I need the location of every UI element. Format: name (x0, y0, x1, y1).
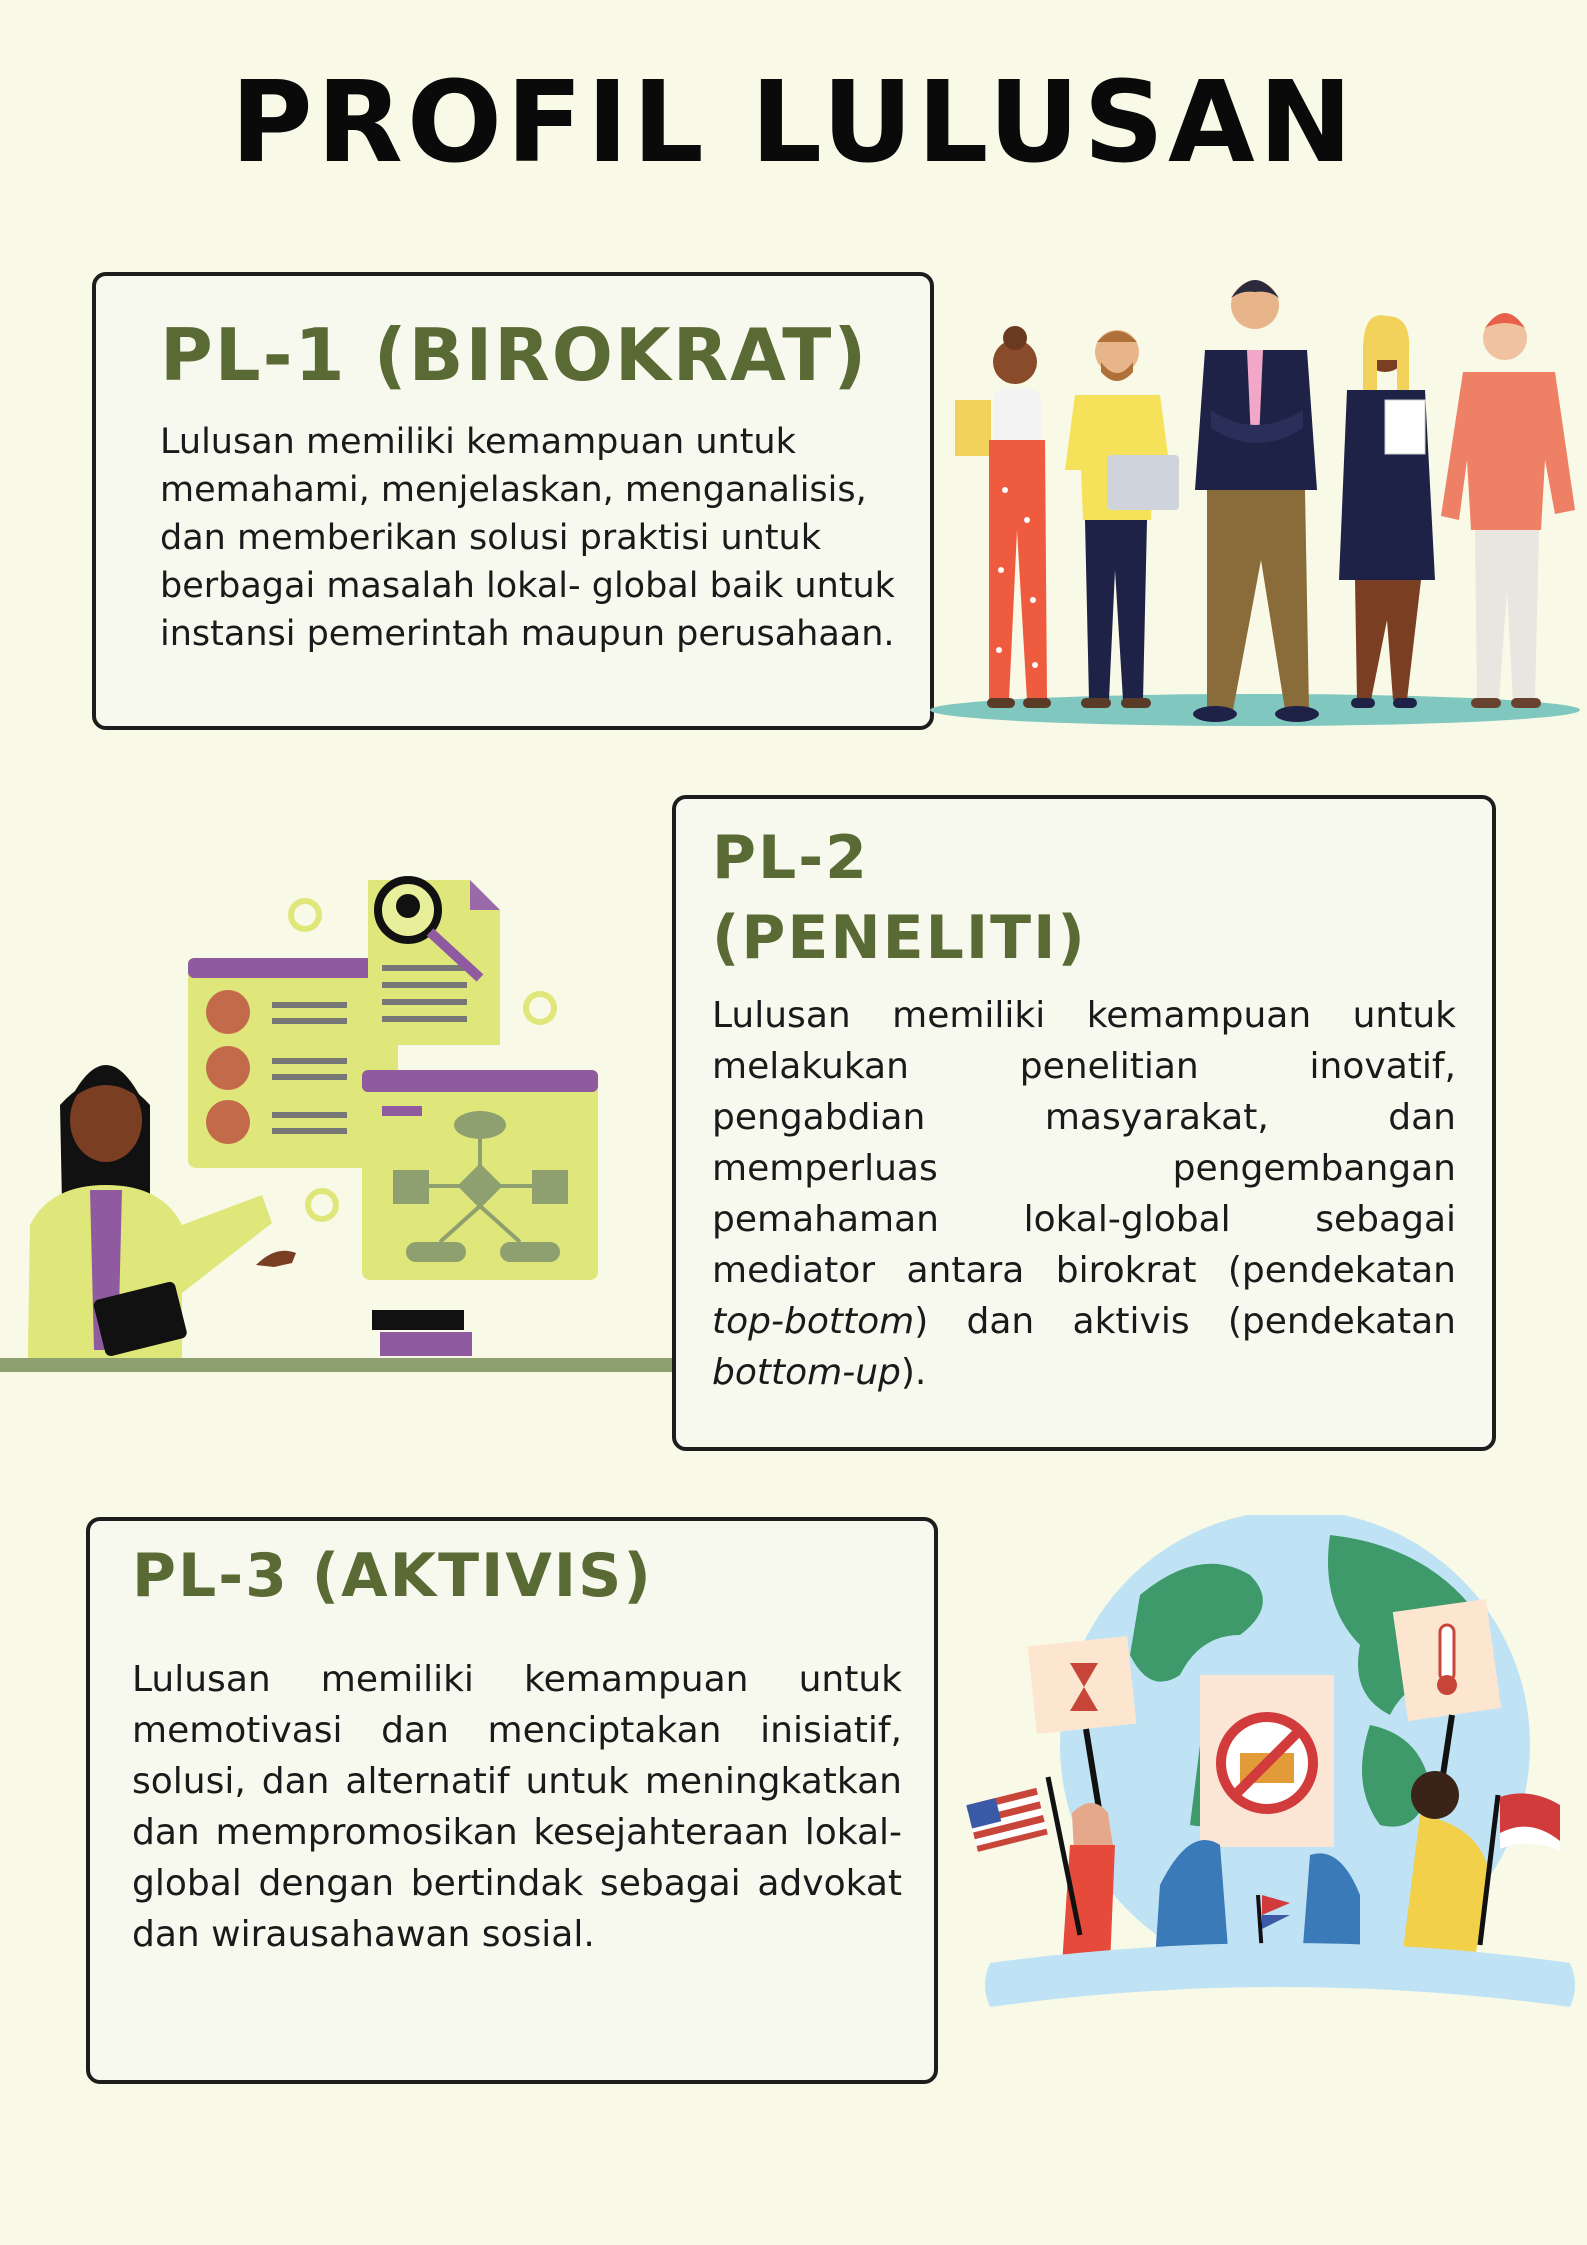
card-pl3-body: Lulusan memiliki kemampuan untuk memotivasi dan menciptakan inisiatif, solusi, dan alternatif untuk meningkatkan dan mempromosikan kesejahteraan lokal-global dengan bertindak sebagai advokat dan wirausahawan sosial. (132, 1659, 902, 1955)
activists-around-globe-illustration (950, 1515, 1587, 2075)
card-pl1-title: PL-1 (BIROKRAT) (160, 313, 869, 397)
card-pl2-title-line1: PL-2 (712, 823, 869, 893)
card-pl1-body: Lulusan memiliki kemampuan untuk memahami, menjelaskan, menganalisis, dan memberikan solusi praktisi untuk berbagai masalah lokal- global baik untuk instansi pemerintah maupun perusahaan. (160, 422, 895, 654)
card-pl3-title: PL-3 (AKTIVIS) (132, 1541, 653, 1611)
researcher-with-documents-illustration (0, 870, 672, 1380)
page-title: PROFIL LULUSAN (230, 58, 1357, 188)
card-pl2-body: Lulusan memiliki kemampuan untuk melakukan penelitian inovatif, pengabdian masyarakat, dan memperluas pengembangan pemahaman lokal-global sebagai mediator antara birokrat (pendekatan top-bottom) dan aktivis (pendekatan bottom-up). (712, 995, 1456, 1393)
group-of-professionals-illustration (915, 270, 1585, 740)
card-pl2-title-line2: (PENELITI) (712, 903, 1087, 973)
